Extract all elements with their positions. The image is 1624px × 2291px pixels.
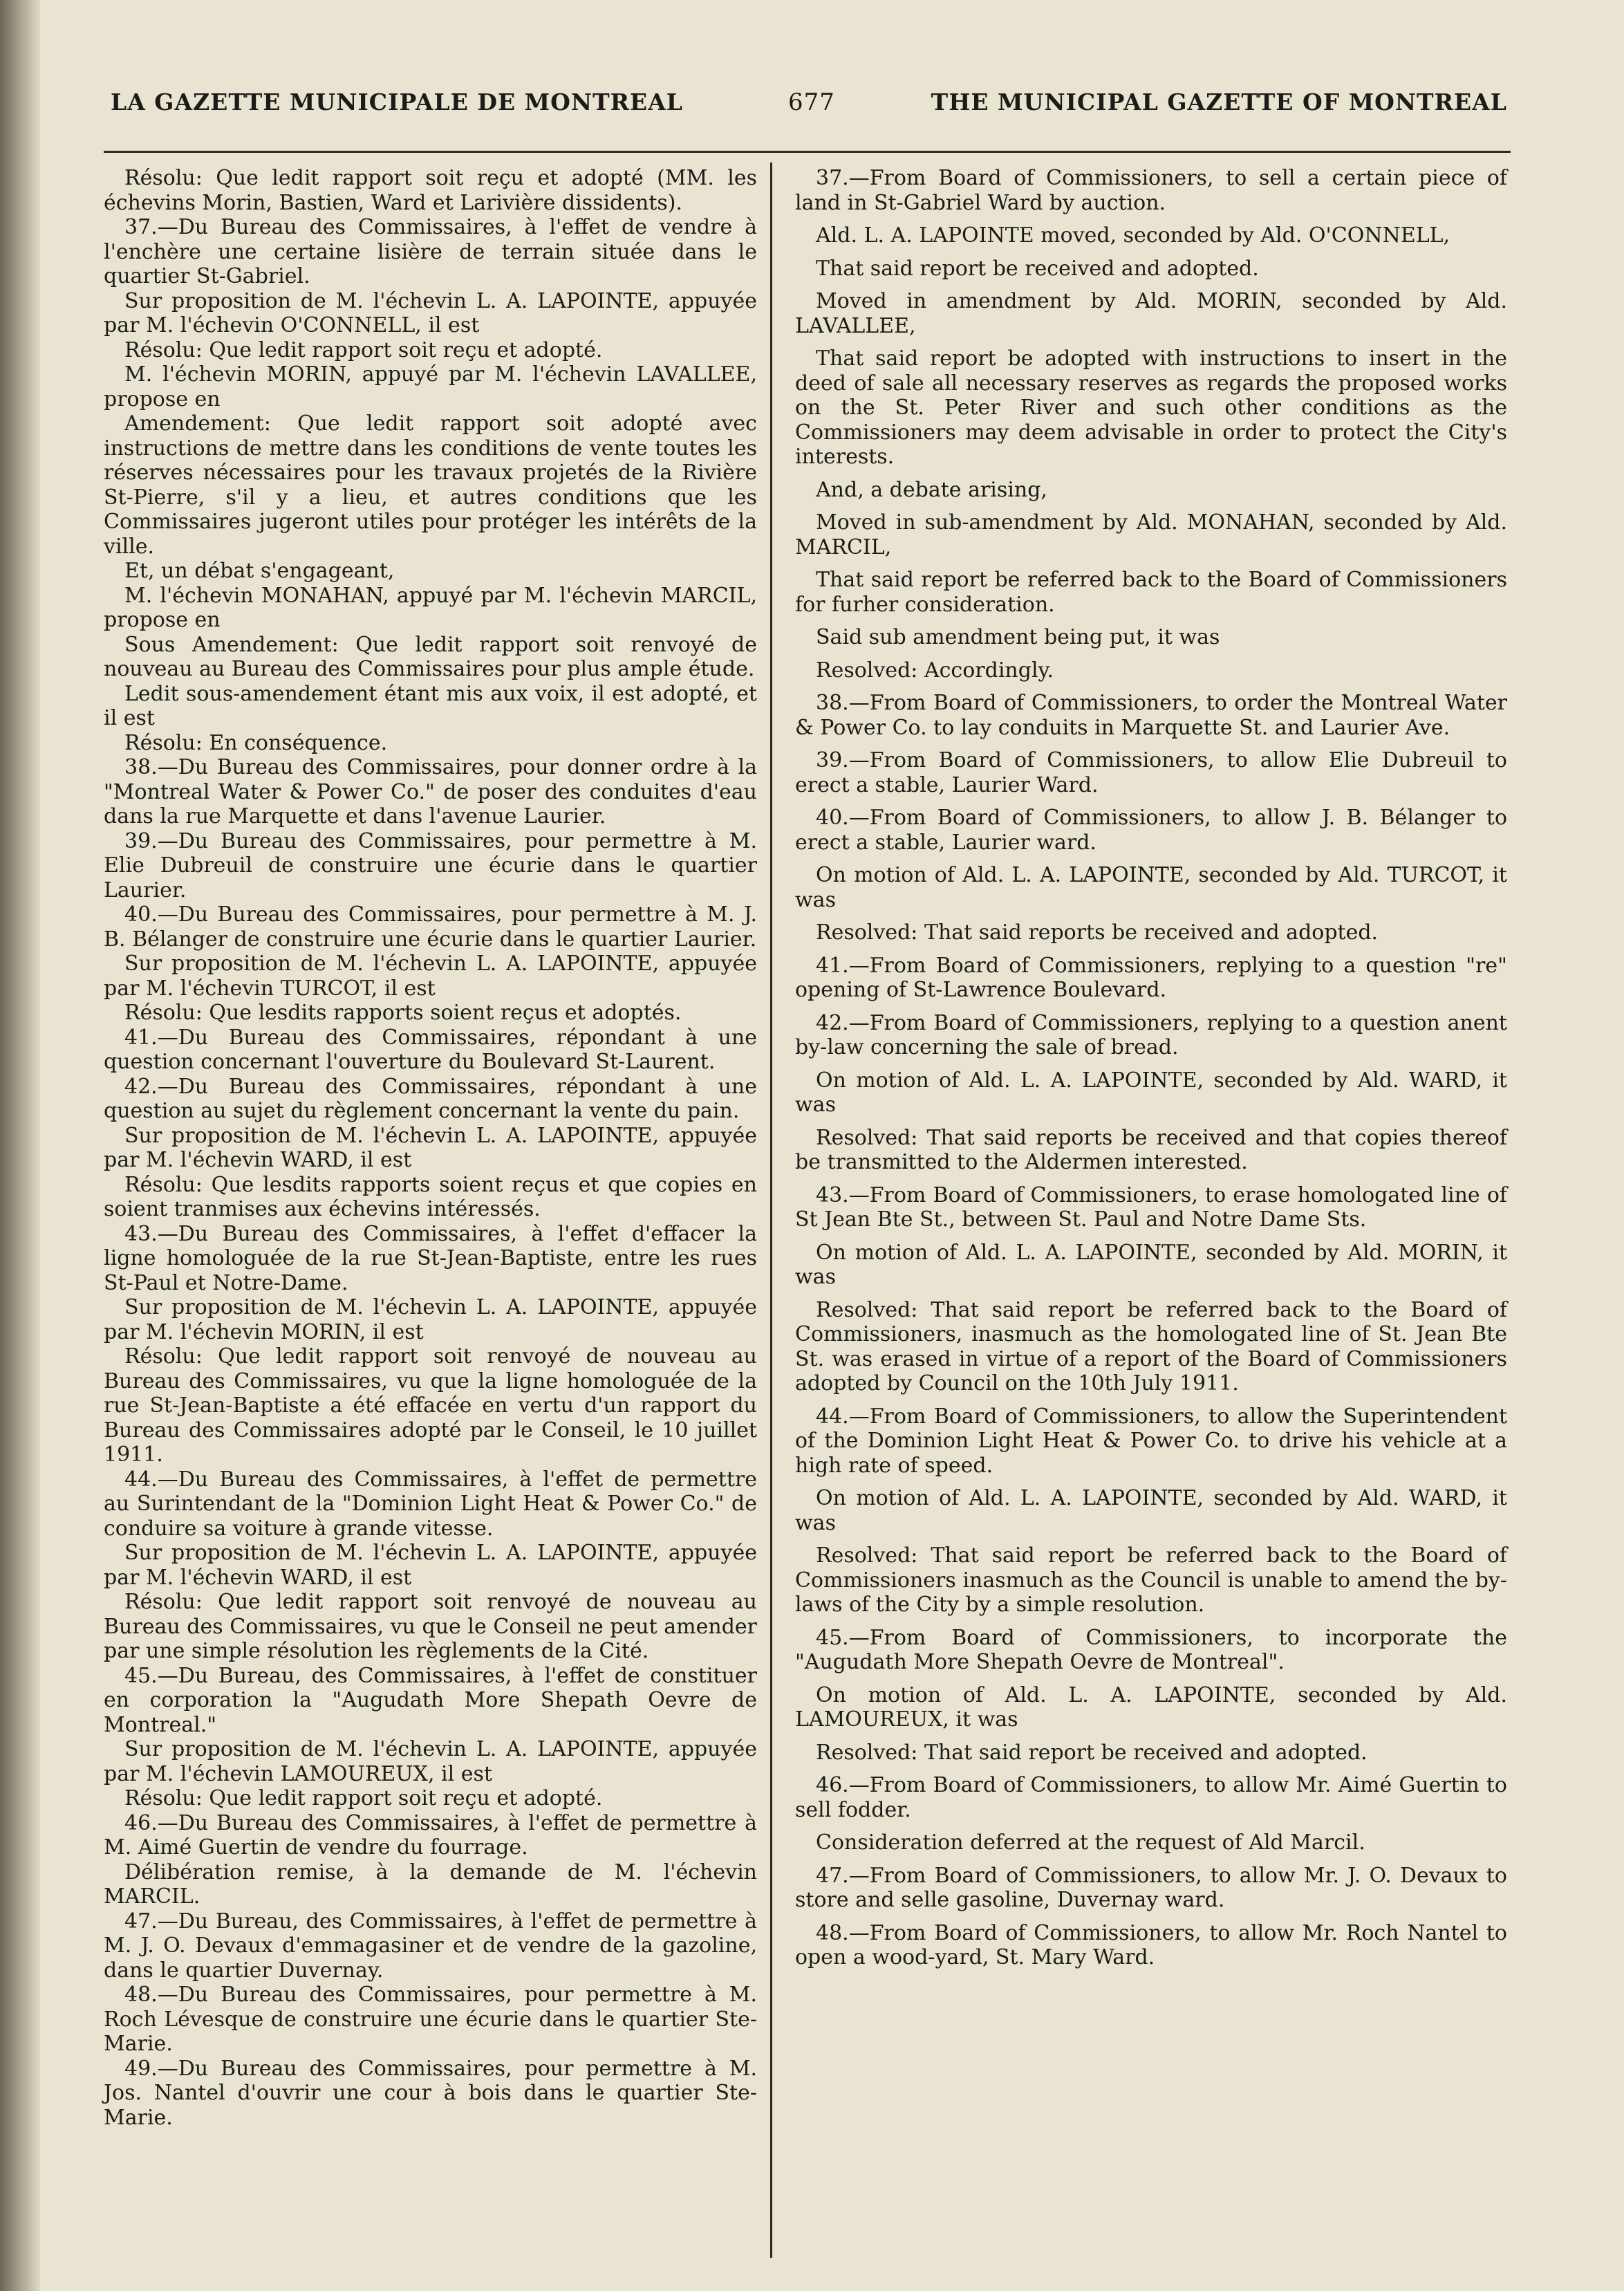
french-paragraph: 47.—Du Bureau, des Commissaires, à l'effet de permettre à M. J. O. Devaux d'emmagasiner et de vendre de la gazoline, dans le quartier Duvernay. bbox=[104, 1909, 757, 1983]
english-paragraph: 38.—From Board of Commissioners, to order the Montreal Water & Power Co. to lay conduits in Marquette St. and Laurier Ave. bbox=[795, 691, 1507, 740]
english-column bbox=[795, 166, 1507, 1978]
french-paragraph: Et, un débat s'engageant, bbox=[124, 559, 395, 583]
english-paragraph: Resolved: That said report be referred back to the Board of Commissioners, inasmuch as the homologated line of St. Jean Bte St. was erased in virtue of a report of the Board of Commissioners adopted by Council on the 10th July 1911. bbox=[795, 1297, 1507, 1395]
english-paragraph: On motion of Ald. L. A. LAPOINTE, seconded by Ald. MORIN, it was bbox=[795, 1240, 1507, 1289]
french-paragraph: Sur proposition de M. l'échevin L. A. LAPOINTE, appuyée par M. l'échevin MORIN, il est bbox=[104, 1295, 757, 1344]
french-paragraph: Ledit sous-amendement étant mis aux voix, il est adopté, et il est bbox=[104, 681, 757, 730]
french-paragraph: Sur proposition de M. l'échevin L. A. LAPOINTE, appuyée par M. l'échevin O'CONNELL, il est bbox=[104, 288, 757, 337]
french-paragraph: Résolu: Que lesdits rapports soient reçus et que copies en soient tranmises aux échevins intéressés. bbox=[104, 1172, 757, 1221]
french-paragraph: Délibération remise, à la demande de M. l'échevin MARCIL. bbox=[104, 1859, 757, 1909]
header-french-title: LA GAZETTE MUNICIPALE DE MONTREAL bbox=[111, 89, 684, 115]
french-paragraph: Résolu: En conséquence. bbox=[124, 730, 388, 755]
english-paragraph: Ald. L. A. LAPOINTE moved, seconded by Ald. O'CONNELL, bbox=[816, 223, 1450, 248]
french-paragraph: Résolu: Que lesdits rapports soient reçus et adoptés. bbox=[124, 1001, 682, 1025]
english-paragraph: On motion of Ald. L. A. LAPOINTE, seconded by Ald. LAMOUREUX, it was bbox=[795, 1682, 1507, 1732]
page-binding-edge bbox=[0, 0, 40, 2291]
english-paragraph: That said report be adopted with instructions to insert in the deed of sale all necessary reserves as regards the proposed works on the St. Peter River and such other conditions as the Commissioners may deem advisable in order to protect the City's interests. bbox=[795, 346, 1507, 469]
english-paragraph: 37.—From Board of Commissioners, to sell a certain piece of land in St-Gabriel Ward by auction. bbox=[795, 166, 1507, 215]
french-paragraph: 43.—Du Bureau des Commissaires, à l'effet d'effacer la ligne homologuée de la rue St-Jean-Baptiste, entre les rues St-Paul et Notre-Dame. bbox=[104, 1221, 757, 1295]
french-column bbox=[104, 166, 757, 2130]
english-paragraph: That said report be referred back to the Board of Commissioners for furher consideration. bbox=[795, 568, 1507, 617]
english-paragraph: Consideration deferred at the request of Ald Marcil. bbox=[816, 1830, 1365, 1855]
english-paragraph: Resolved: That said reports be received and adopted. bbox=[816, 920, 1379, 945]
english-paragraph: Said sub amendment being put, it was bbox=[816, 625, 1220, 649]
english-paragraph: Resolved: That said report be referred back to the Board of Commissioners inasmuch as the Council is unable to amend the by-laws of the City by a simple resolution. bbox=[795, 1543, 1507, 1617]
english-paragraph: Resolved: That said report be received and adopted. bbox=[816, 1740, 1368, 1765]
french-paragraph: Résolu: Que ledit rapport soit reçu et adopté. bbox=[124, 337, 603, 362]
french-paragraph: 48.—Du Bureau des Commissaires, pour permettre à M. Roch Lévesque de construire une écurie dans le quartier Ste-Marie. bbox=[104, 1983, 757, 2056]
french-paragraph: Résolu: Que ledit rapport soit renvoyé de nouveau au Bureau des Commissaires, vu que la ligne homologuée de la rue St-Jean-Baptiste a été effacée en vertu d'un rapport du Bureau des Commissaires adopté par le Conseil, le 10 juillet 1911. bbox=[104, 1344, 757, 1467]
english-paragraph: Resolved: Accordingly. bbox=[816, 658, 1054, 683]
french-paragraph: 44.—Du Bureau des Commissaires, à l'effet de permettre au Surintendant de la "Dominion Light Heat & Power Co." de conduire sa voiture à grande vitesse. bbox=[104, 1467, 757, 1541]
french-paragraph: M. l'échevin MORIN, appuyé par M. l'échevin LAVALLEE, propose en bbox=[104, 362, 757, 411]
english-paragraph: On motion of Ald. L. A. LAPOINTE, seconded by Ald. WARD, it was bbox=[795, 1486, 1507, 1535]
french-paragraph: Sur proposition de M. l'échevin L. A. LAPOINTE, appuyée par M. l'échevin WARD, il est bbox=[104, 1541, 757, 1590]
english-paragraph: 46.—From Board of Commissioners, to allow Mr. Aimé Guertin to sell fodder. bbox=[795, 1773, 1507, 1822]
french-paragraph: 45.—Du Bureau, des Commissaires, à l'effet de constituer en corporation la "Augudath More Shepath Oevre de Montreal." bbox=[104, 1663, 757, 1737]
french-paragraph: 46.—Du Bureau des Commissaires, à l'effet de permettre à M. Aimé Guertin de vendre du fourrage. bbox=[104, 1810, 757, 1859]
english-paragraph: 44.—From Board of Commissioners, to allow the Superintendent of the Dominion Light Heat & Power Co. to drive his vehicle at a high rate of speed. bbox=[795, 1404, 1507, 1478]
english-paragraph: 43.—From Board of Commissioners, to erase homologated line of St Jean Bte St., between St. Paul and Notre Dame Sts. bbox=[795, 1182, 1507, 1232]
header-rule bbox=[104, 151, 1511, 153]
french-paragraph: 42.—Du Bureau des Commissaires, répondant à une question au sujet du règlement concernant la vente du pain. bbox=[104, 1074, 757, 1123]
french-paragraph: Sur proposition de M. l'échevin L. A. LAPOINTE, appuyée par M. l'échevin TURCOT, il est bbox=[104, 952, 757, 1001]
english-paragraph: Moved in amendment by Ald. MORIN, seconded by Ald. LAVALLEE, bbox=[795, 289, 1507, 338]
french-paragraph: Sur proposition de M. l'échevin L. A. LAPOINTE, appuyée par M. l'échevin WARD, il est bbox=[104, 1123, 757, 1172]
english-paragraph: 41.—From Board of Commissioners, replying to a question "re" opening of St-Lawrence Boulevard. bbox=[795, 953, 1507, 1002]
english-paragraph: On motion of Ald. L. A. LAPOINTE, seconded by Ald. TURCOT, it was bbox=[795, 863, 1507, 912]
french-paragraph: M. l'échevin MONAHAN, appuyé par M. l'échevin MARCIL, propose en bbox=[104, 583, 757, 632]
french-paragraph: 40.—Du Bureau des Commissaires, pour permettre à M. J. B. Bélanger de construire une écurie dans le quartier Laurier. bbox=[104, 902, 757, 952]
header-english-title: THE MUNICIPAL GAZETTE OF MONTREAL bbox=[931, 89, 1507, 115]
french-paragraph: Amendement: Que ledit rapport soit adopté avec instructions de mettre dans les conditions de vente toutes les réserves nécessaires pour les travaux projetés de la Rivière St-Pierre, s'il y a lieu, et autres conditions que les Commissaires jugeront utiles pour protéger les intérêts de la ville. bbox=[104, 411, 757, 559]
english-paragraph: That said report be received and adopted. bbox=[816, 256, 1259, 281]
english-paragraph: 45.—From Board of Commissioners, to incorporate the "Augudath More Shepath Oevre de Montreal". bbox=[795, 1625, 1507, 1674]
french-paragraph: Résolu: Que ledit rapport soit reçu et adopté (MM. les échevins Morin, Bastien, Ward et Larivière dissidents). bbox=[104, 166, 757, 215]
english-paragraph: 48.—From Board of Commissioners, to allow Mr. Roch Nantel to open a wood-yard, St. Mary Ward. bbox=[795, 1920, 1507, 1969]
french-paragraph: Résolu: Que ledit rapport soit renvoyé de nouveau au Bureau des Commissaires, vu que le Conseil ne peut amender par une simple résolution les règlements de la Cité. bbox=[104, 1590, 757, 1663]
english-paragraph: 42.—From Board of Commissioners, replying to a question anent by-law concerning the sale of bread. bbox=[795, 1010, 1507, 1059]
page-number: 677 bbox=[788, 89, 835, 116]
column-divider bbox=[770, 163, 772, 2258]
french-paragraph: 49.—Du Bureau des Commissaires, pour permettre à M. Jos. Nantel d'ouvrir une cour à bois dans le quartier Ste-Marie. bbox=[104, 2056, 757, 2130]
french-paragraph: Résolu: Que ledit rapport soit reçu et adopté. bbox=[124, 1786, 603, 1810]
english-paragraph: 39.—From Board of Commissioners, to allow Elie Dubreuil to erect a stable, Laurier Ward. bbox=[795, 748, 1507, 797]
french-paragraph: 38.—Du Bureau des Commissaires, pour donner ordre à la "Montreal Water & Power Co." de poser des conduites d'eau dans la rue Marquette et dans l'avenue Laurier. bbox=[104, 755, 757, 828]
page-header bbox=[104, 76, 1507, 131]
english-paragraph: And, a debate arising, bbox=[816, 477, 1047, 502]
english-paragraph: On motion of Ald. L. A. LAPOINTE, seconded by Ald. WARD, it was bbox=[795, 1068, 1507, 1117]
french-paragraph: 39.—Du Bureau des Commissaires, pour permettre à M. Elie Dubreuil de construire une écurie dans le quartier Laurier. bbox=[104, 828, 757, 902]
english-paragraph: Moved in sub-amendment by Ald. MONAHAN, seconded by Ald. MARCIL, bbox=[795, 510, 1507, 559]
french-paragraph: Sous Amendement: Que ledit rapport soit renvoyé de nouveau au Bureau des Commissaires pour plus ample étude. bbox=[104, 632, 757, 681]
english-paragraph: 40.—From Board of Commissioners, to allow J. B. Bélanger to erect a stable, Laurier ward. bbox=[795, 806, 1507, 855]
english-paragraph: Resolved: That said reports be received and that copies thereof be transmitted to the Aldermen interested. bbox=[795, 1125, 1507, 1174]
french-paragraph: 37.—Du Bureau des Commissaires, à l'effet de vendre à l'enchère une certaine lisière de terrain située dans le quartier St-Gabriel. bbox=[104, 215, 757, 288]
english-paragraph: 47.—From Board of Commissioners, to allow Mr. J. O. Devaux to store and selle gasoline, Duvernay ward. bbox=[795, 1863, 1507, 1912]
french-paragraph: 41.—Du Bureau des Commissaires, répondant à une question concernant l'ouverture du Boulevard St-Laurent. bbox=[104, 1025, 757, 1074]
french-paragraph: Sur proposition de M. l'échevin L. A. LAPOINTE, appuyée par M. l'échevin LAMOUREUX, il est bbox=[104, 1737, 757, 1786]
